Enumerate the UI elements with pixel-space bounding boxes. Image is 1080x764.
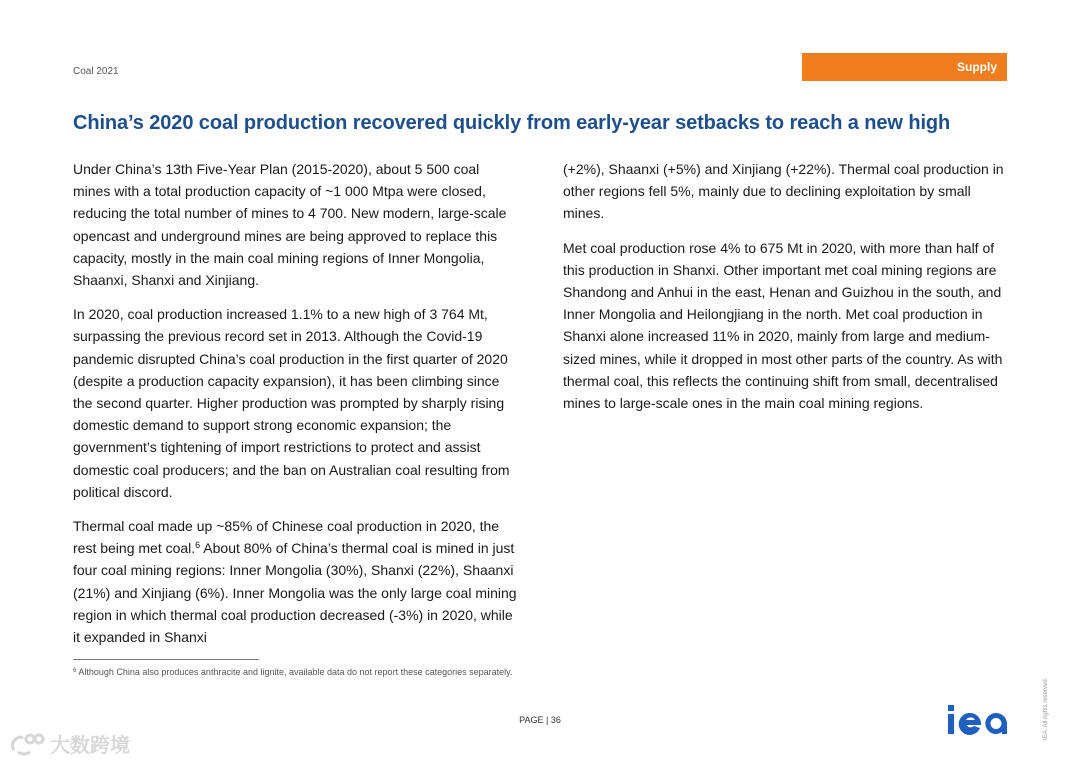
paragraph: Under China’s 13th Five-Year Plan (2015-2020), about 5 500 coal mines with a total production capacity of ~1 000 Mtpa were closed, reducing the total number of mines to 4 700. New modern, large-scale opencast and underground mines are being approved to replace this capacity, mostly in the main coal mining regions of Inner Mongolia, Shaanxi, Shanxi and Xinjiang. (73, 161, 507, 289)
left-column (73, 158, 519, 660)
page-separator: | (543, 715, 551, 725)
page-title: China’s 2020 coal production recovered quickly from early-year setbacks to reach a new high (73, 112, 951, 134)
right-column (563, 158, 1009, 426)
footnote (73, 666, 533, 679)
footnote-text: Although China also produces anthracite and lignite, available data do not report these categories separately. (76, 667, 513, 677)
report-name: Coal 2021 (73, 66, 119, 77)
rights-notice: IEA. All rights reserved. (1043, 677, 1049, 740)
paragraph: In 2020, coal production increased 1.1% to a new high of 3 764 Mt, surpassing the previous record set in 2013. Although the Covid-19 pandemic disrupted China’s coal production in the first quarter of 2020 (despite a production capacity expansion), it has been climbing since the second quarter. Higher production was prompted by sharply rising domestic demand to support strong economic expansion; the government’s tightening of import restrictions to protect and assist domestic coal producers; and the ban on Australian coal resulting from political discord. (73, 306, 510, 500)
iea-logo (946, 701, 1008, 737)
footnote-divider (73, 659, 259, 660)
paragraph (73, 515, 519, 648)
footnote-reference[interactable]: 6 (195, 540, 201, 551)
paragraph: (+2%), Shaanxi (+5%) and Xinjiang (+22%). Thermal coal production in other regions fell 5%, mainly due to declining exploitation by small mines. (563, 161, 1004, 222)
watermark-text: 大数跨境 (50, 734, 130, 757)
section-tag: Supply (802, 53, 1007, 81)
footnote-number: 6 (73, 668, 77, 674)
page-label-rest: AGE (524, 715, 544, 725)
page-number-value: 36 (550, 715, 561, 725)
page-label-initial: P (519, 715, 525, 725)
paragraph-text: Thermal coal made up ~85% of Chinese coal production in 2020, the rest being met coal. (73, 518, 500, 557)
logo-text: iea (946, 701, 948, 702)
watermark (8, 728, 130, 758)
page-number (510, 715, 570, 725)
watermark-icon (8, 728, 46, 758)
paragraph-text: About 80% of China’s thermal coal is mined in just four coal mining regions: Inner Mongolia (30%), Shanxi (22%), Shaanxi (21%) and Xinjiang (6%). Inner Mongolia was the only large coal mining region in which thermal coal production decreased (-3%) in 2020, while it expanded in Shanxi (73, 540, 517, 646)
paragraph: Met coal production rose 4% to 675 Mt in 2020, with more than half of this production in Shanxi. Other important met coal mining regions are Shandong and Anhui in the east, Henan and Guizhou in the south, and Inner Mongolia and Heilongjiang in the north. Met coal production in Shanxi alone increased 11% in 2020, mainly from large and medium-sized mines, while it dropped in most other parts of the country. As with thermal coal, this reflects the continuing shift from small, decentralised mines to large-scale ones in the main coal mining regions. (563, 239, 1003, 412)
